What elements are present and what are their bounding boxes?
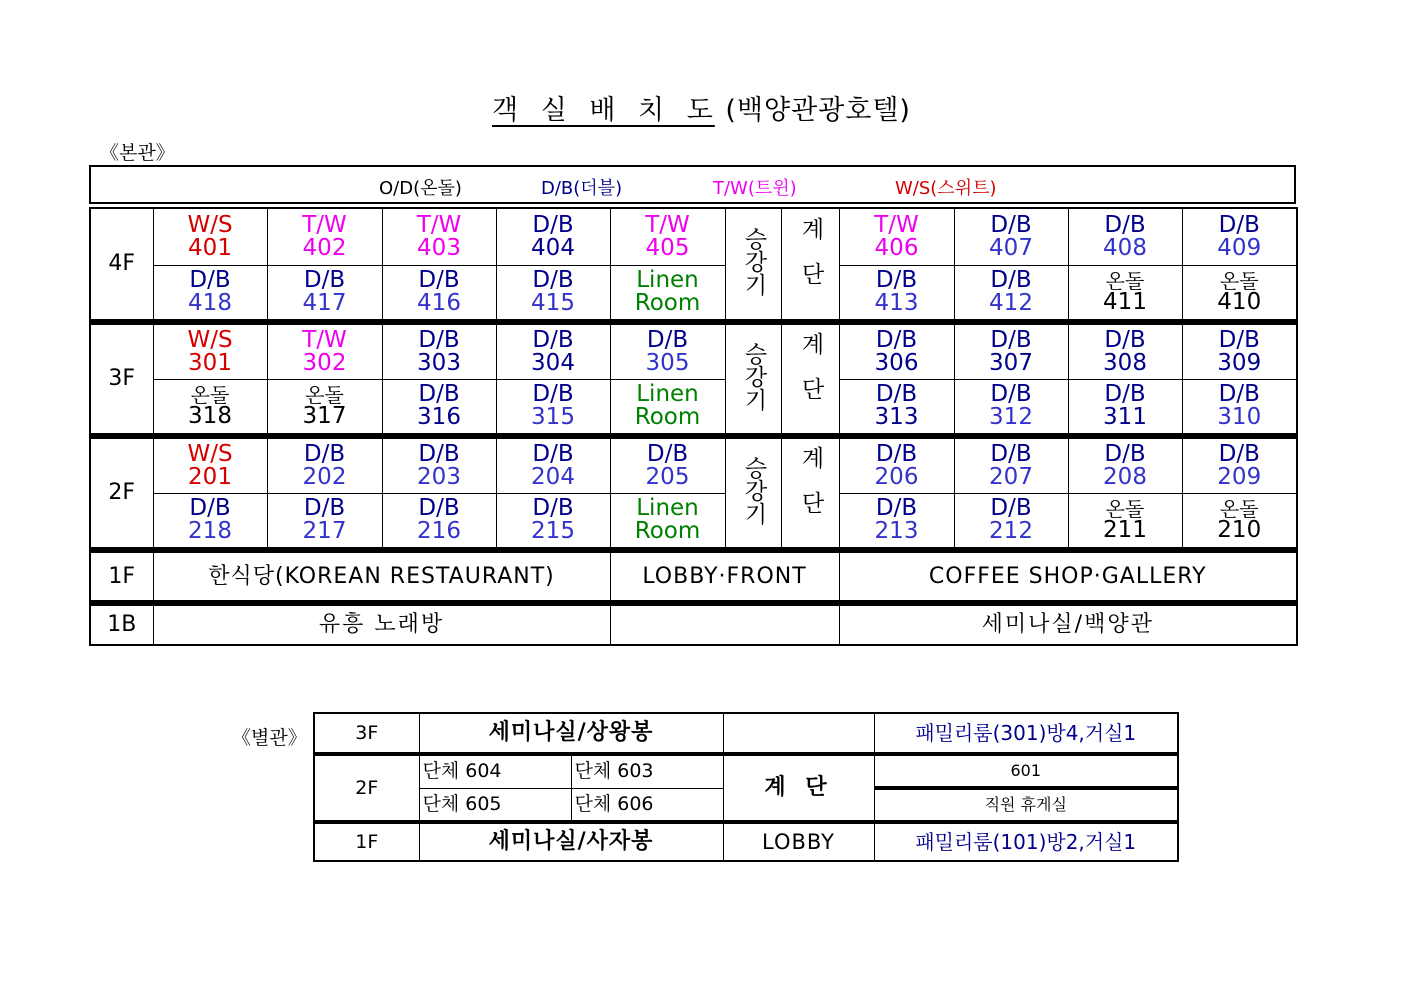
room-number: 402 <box>302 234 347 261</box>
korean-restaurant: 한식당(KOREAN RESTAURANT) <box>153 550 610 603</box>
room-301 <box>153 322 267 379</box>
room-type: 온돌 <box>305 382 344 407</box>
room-210 <box>1182 493 1297 550</box>
stairs-label: 계단 <box>797 445 824 536</box>
room-type: D/B <box>532 326 574 353</box>
room-409 <box>1182 208 1297 265</box>
room-type: W/S <box>187 326 233 353</box>
room-number: 307 <box>989 349 1033 376</box>
linen-room-line1: Linen <box>636 381 699 408</box>
basement-center-empty <box>610 603 839 645</box>
room-402 <box>267 208 382 265</box>
stairs <box>781 436 839 550</box>
room-type: D/B <box>1104 440 1146 467</box>
room-type: D/B <box>418 267 460 294</box>
floor-label-1f: 1F <box>90 550 153 603</box>
room-418 <box>153 265 267 322</box>
room-number: 310 <box>1217 404 1262 431</box>
linen-room <box>610 493 725 550</box>
room-number: 209 <box>1217 463 1262 490</box>
room-311 <box>1068 379 1182 436</box>
annex-floor-3f: 3F <box>314 713 419 754</box>
annex-family-room-101: 패밀리룸(101)방2,거실1 <box>874 822 1178 861</box>
linen-room-line2: Room <box>634 404 701 431</box>
room-type: D/B <box>189 495 231 522</box>
room-type: D/B <box>1218 211 1260 238</box>
room-207 <box>954 436 1068 493</box>
room-413 <box>839 265 954 322</box>
room-type: D/B <box>646 326 689 353</box>
room-number: 218 <box>188 518 232 545</box>
room-310 <box>1182 379 1297 436</box>
room-number: 217 <box>302 518 347 545</box>
room-401 <box>153 208 267 265</box>
room-number: 416 <box>417 290 461 317</box>
room-number: 407 <box>989 234 1033 261</box>
room-type: D/B <box>418 440 460 467</box>
room-type: D/B <box>303 440 346 467</box>
room-208 <box>1068 436 1182 493</box>
room-type: D/B <box>1104 211 1146 238</box>
room-number: 301 <box>188 349 232 376</box>
room-number: 213 <box>874 518 919 545</box>
room-type: D/B <box>1218 381 1260 408</box>
room-number: 412 <box>989 290 1033 317</box>
room-number: 403 <box>417 234 461 261</box>
room-number: 207 <box>989 463 1033 490</box>
legend-suite: W/S(스위트) <box>895 178 997 199</box>
room-type: D/B <box>990 211 1032 238</box>
room-408 <box>1068 208 1182 265</box>
elevator <box>725 322 781 436</box>
room-number: 406 <box>874 234 919 261</box>
room-number: 212 <box>989 518 1033 545</box>
room-number: 201 <box>188 463 232 490</box>
annex-room-601: 601 <box>874 754 1178 788</box>
room-type: D/B <box>189 267 231 294</box>
room-number: 203 <box>417 463 461 490</box>
annex-lobby: LOBBY <box>723 822 874 861</box>
elevator <box>725 208 781 322</box>
room-number: 216 <box>417 518 461 545</box>
room-type: D/B <box>532 211 574 238</box>
room-305 <box>610 322 725 379</box>
room-203 <box>382 436 496 493</box>
page-title <box>0 88 1403 127</box>
annex-building-table <box>313 712 1179 862</box>
room-type: 온돌 <box>1219 496 1259 521</box>
room-411 <box>1068 265 1182 322</box>
room-number: 206 <box>874 463 919 490</box>
room-number: 317 <box>302 402 347 429</box>
room-number: 315 <box>531 404 575 431</box>
room-type: T/W <box>302 326 347 353</box>
room-type: D/B <box>990 381 1032 408</box>
room-type: D/B <box>990 440 1032 467</box>
room-type: D/B <box>1104 381 1146 408</box>
annex-building-label: 《별관》 <box>232 727 307 749</box>
room-type: T/W <box>874 211 919 238</box>
room-307 <box>954 322 1068 379</box>
room-318 <box>153 379 267 436</box>
room-201 <box>153 436 267 493</box>
annex-stairs: 계 단 <box>723 754 874 822</box>
room-313 <box>839 379 954 436</box>
room-type: D/B <box>418 495 460 522</box>
annex-floor-1f: 1F <box>314 822 419 861</box>
room-number: 304 <box>531 349 575 376</box>
floor-label-3f: 3F <box>90 322 153 436</box>
room-number: 408 <box>1103 234 1147 261</box>
legend <box>89 165 1296 204</box>
annex-family-room-301: 패밀리룸(301)방4,거실1 <box>874 713 1178 754</box>
room-number: 305 <box>645 349 690 376</box>
room-number: 409 <box>1217 234 1262 261</box>
room-206 <box>839 436 954 493</box>
room-number: 316 <box>417 404 461 431</box>
room-312 <box>954 379 1068 436</box>
room-212 <box>954 493 1068 550</box>
room-type: D/B <box>875 381 918 408</box>
linen-room <box>610 379 725 436</box>
room-type: 온돌 <box>190 382 230 407</box>
room-number: 312 <box>989 404 1033 431</box>
room-type: D/B <box>1218 440 1260 467</box>
room-type: D/B <box>990 267 1032 294</box>
elevator-label: 승강기 <box>740 456 767 525</box>
room-216 <box>382 493 496 550</box>
annex-group-603: 단체 603 <box>571 754 723 788</box>
stairs <box>781 322 839 436</box>
room-410 <box>1182 265 1297 322</box>
legend-twin: T/W(트윈) <box>713 178 797 199</box>
room-number: 208 <box>1103 463 1147 490</box>
room-number: 318 <box>188 402 232 429</box>
floor-label-1b: 1B <box>90 603 153 645</box>
annex-staff-lounge: 직원 휴게실 <box>874 788 1178 822</box>
annex-group-606: 단체 606 <box>571 788 723 822</box>
room-306 <box>839 322 954 379</box>
room-number: 211 <box>1103 516 1147 543</box>
room-number: 306 <box>874 349 919 376</box>
room-number: 202 <box>302 463 347 490</box>
room-302 <box>267 322 382 379</box>
room-type: D/B <box>532 267 574 294</box>
room-number: 204 <box>531 463 575 490</box>
room-type: 온돌 <box>1105 496 1145 521</box>
room-number: 215 <box>531 518 575 545</box>
elevator-label: 승강기 <box>740 342 767 411</box>
room-number: 417 <box>302 290 347 317</box>
floor-label-4f: 4F <box>90 208 153 322</box>
room-type: T/W <box>302 211 347 238</box>
room-type: D/B <box>532 381 574 408</box>
room-type: D/B <box>532 440 574 467</box>
room-number: 418 <box>188 290 232 317</box>
room-416 <box>382 265 496 322</box>
room-number: 303 <box>417 349 461 376</box>
room-309 <box>1182 322 1297 379</box>
room-number: 413 <box>874 290 919 317</box>
main-building-table <box>89 207 1298 646</box>
room-404 <box>496 208 610 265</box>
room-number: 404 <box>531 234 575 261</box>
room-number: 205 <box>645 463 690 490</box>
seminar-baekyang: 세미나실/백양관 <box>839 603 1297 645</box>
annex-seminar-sangwang: 세미나실/상왕봉 <box>419 713 723 754</box>
room-405 <box>610 208 725 265</box>
room-number: 308 <box>1103 349 1147 376</box>
linen-room <box>610 265 725 322</box>
room-number: 302 <box>302 349 347 376</box>
room-type: D/B <box>875 267 918 294</box>
linen-room-line1: Linen <box>636 495 699 522</box>
room-number: 309 <box>1217 349 1262 376</box>
room-308 <box>1068 322 1182 379</box>
room-type: 온돌 <box>1105 268 1145 293</box>
coffee-shop-gallery: COFFEE SHOP·GALLERY <box>839 550 1297 603</box>
room-type: D/B <box>418 381 460 408</box>
room-317 <box>267 379 382 436</box>
annex-3f-center-empty <box>723 713 874 754</box>
karaoke: 유흥 노래방 <box>153 603 610 645</box>
room-type: D/B <box>418 326 460 353</box>
room-number: 415 <box>531 290 575 317</box>
room-type: D/B <box>532 495 574 522</box>
stairs-label: 계단 <box>797 216 824 307</box>
room-type: D/B <box>875 440 918 467</box>
annex-group-604: 단체 604 <box>419 754 571 788</box>
room-type: D/B <box>990 495 1032 522</box>
room-number: 401 <box>188 234 232 261</box>
room-type: D/B <box>875 326 918 353</box>
room-403 <box>382 208 496 265</box>
room-type: D/B <box>875 495 918 522</box>
elevator-label: 승강기 <box>740 227 767 296</box>
room-number: 410 <box>1217 288 1262 315</box>
room-205 <box>610 436 725 493</box>
room-417 <box>267 265 382 322</box>
room-type: D/B <box>303 267 346 294</box>
stairs <box>781 208 839 322</box>
room-type: W/S <box>187 211 233 238</box>
room-type: T/W <box>416 211 462 238</box>
annex-group-605: 단체 605 <box>419 788 571 822</box>
room-303 <box>382 322 496 379</box>
annex-seminar-saja: 세미나실/사자봉 <box>419 822 723 861</box>
room-215 <box>496 493 610 550</box>
room-type: D/B <box>1218 326 1260 353</box>
room-315 <box>496 379 610 436</box>
room-211 <box>1068 493 1182 550</box>
main-building-label: 《본관》 <box>100 142 175 164</box>
room-type: D/B <box>990 326 1032 353</box>
room-412 <box>954 265 1068 322</box>
linen-room-line2: Room <box>634 518 701 545</box>
elevator <box>725 436 781 550</box>
room-type: W/S <box>187 440 233 467</box>
linen-room-line2: Room <box>634 290 701 317</box>
lobby-front: LOBBY·FRONT <box>610 550 839 603</box>
page-title-main: 객 실 배 치 도 <box>492 95 715 126</box>
room-number: 311 <box>1103 404 1147 431</box>
room-415 <box>496 265 610 322</box>
room-type: T/W <box>645 211 690 238</box>
room-number: 210 <box>1217 516 1262 543</box>
room-number: 313 <box>874 404 919 431</box>
room-213 <box>839 493 954 550</box>
room-202 <box>267 436 382 493</box>
room-type: 온돌 <box>1219 268 1259 293</box>
room-217 <box>267 493 382 550</box>
stairs-label: 계단 <box>797 331 824 422</box>
room-204 <box>496 436 610 493</box>
room-316 <box>382 379 496 436</box>
room-type: D/B <box>1104 326 1146 353</box>
legend-ondol: O/D(온돌) <box>379 178 462 199</box>
room-number: 411 <box>1103 288 1147 315</box>
annex-floor-2f: 2F <box>314 754 419 822</box>
room-304 <box>496 322 610 379</box>
legend-double: D/B(더블) <box>541 178 623 199</box>
room-number: 405 <box>645 234 690 261</box>
room-209 <box>1182 436 1297 493</box>
floor-label-2f: 2F <box>90 436 153 550</box>
room-type: D/B <box>646 440 689 467</box>
room-407 <box>954 208 1068 265</box>
linen-room-line1: Linen <box>636 267 699 294</box>
page-title-sub: (백양관광호텔) <box>725 95 911 126</box>
room-218 <box>153 493 267 550</box>
room-type: D/B <box>303 495 346 522</box>
room-406 <box>839 208 954 265</box>
